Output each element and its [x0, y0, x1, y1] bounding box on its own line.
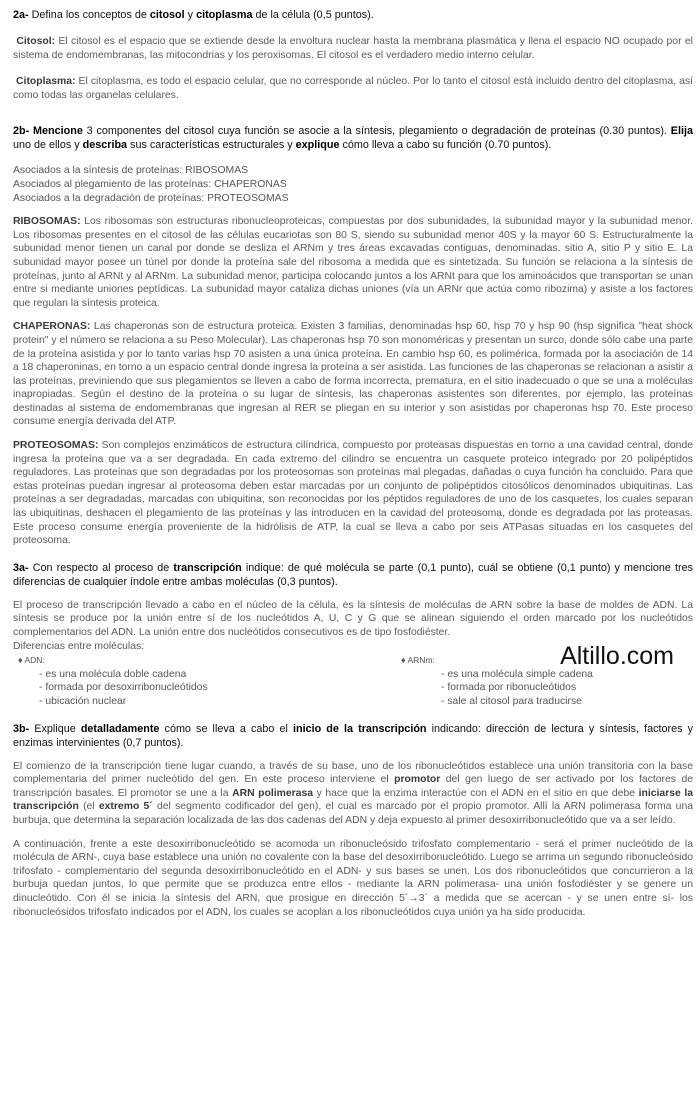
arn-column: ♦ ARNm: - es una molécula simple cadena - formada por ribonucleótidos - sale al citosol para traducirse: [396, 654, 693, 708]
adn-item: - es una molécula doble cadena: [39, 668, 187, 680]
arn-item: - sale al citosol para traducirse: [441, 695, 582, 707]
question-2a: 2a- Defina los conceptos de citosol y citoplasma de la célula (0,5 puntos).: [13, 9, 374, 21]
answer-ribosomas: RIBOSOMAS: Los ribosomas son estructuras ribonucleoproteicas, compuestas por dos subunidades, la subunidad mayor y la subunidad menor. Los ribosomas presentes en el citosol de las células eucariotas son 80 S, siendo su subunidad menor 40S y la mayor 60 S. Estructuralmente la subunidad menor tienen un canal por donde se desliza el ARNm y tres áreas excavadas contiguas, denominadas. sitio A, sitio P y sitio E. La subunidad mayor posee un túnel por donde la proteína sale del ribosoma a medida que es sintetizada. Su función se relaciona a la síntesis de proteínas, junto al ARNt y al ARNm. La subunidad menor, participa colocando juntos a los ARNt para que los aminoácidos que transportan se unan entre si mediante uniones peptídicas. La subunidad mayor cataliza dichas uniones (vía un ARNr que actúa como ribozima) y asiste a los factores que regulan la síntesis proteica.: [13, 216, 693, 309]
arn-item: - es una molécula simple cadena: [441, 668, 593, 680]
assoc-sintesis: Asociados a la síntesis de proteínas: RIBOSOMAS: [13, 165, 249, 177]
document-page: [13, 0, 693, 919]
diamond-bullet-icon: ♦: [401, 655, 406, 666]
altillo-watermark: Altillo.com: [560, 642, 674, 670]
answer-citosol: Citosol: El citosol es el espacio que se extiende desde la envoltura nuclear hasta la membrana plasmática y llena el espacio NO ocupado por el sistema de endomembranas, las mitocondrias y los peroxisomas. El citosol es el verdadero medio interno celular.: [13, 36, 693, 61]
answer-proteosomas: PROTEOSOMAS: Son complejos enzimáticos de estructura cilíndrica, compuesto por proteasas dispuestas en torno a una cavidad central, donde ingresa la proteína que va a ser degradada. En cada extremo del cilindro se encuentra un casquete proteico integrado por 20 polipéptidos reguladores. Las proteínas que son degradadas por los proteosomas son proteínas mal plegadas, dañadas o cuya función ha concluido. Para que estas proteínas puedan ingresar al proteosoma deben estar marcadas por un conjunto de polipéptidos citosólicos denominados ubiquitinas. Las proteínas a ser degradadas, marcadas con ubiquitina, son reconocidas por los péptidos reguladores de uno de los casquetes, los cuales separan las ubiquitinas, deshacen el plegamiento de las proteínas y las introducen en la cavidad del proteosoma, donde es degradada por las proteasas. Este proceso consume energía proveniente de la hidrólisis de ATP, la cual se lleva a cabo por seis ATPasas situadas en los casquetes del proteosoma.: [13, 440, 693, 547]
question-2b: 2b- Mencione 3 componentes del citosol cuya función se asocie a la síntesis, plegamiento o degradación de proteínas (0.30 puntos). Elija uno de ellos y describa sus características estructurales y explique cómo lleva a cabo su función (0.70 puntos).: [13, 125, 693, 152]
question-3b: 3b- Explique detalladamente cómo se lleva a cabo el inicio de la transcripción indicando: dirección de lectura y síntesis, factores y enzimas intervinientes (0,7 puntos).: [13, 722, 693, 749]
differences-title: Diferencias entre moléculas:: [13, 640, 145, 652]
answer-chaperonas: CHAPERONAS: Las chaperonas son de estructura proteica. Existen 3 familias, denominadas hsp 60, hsp 70 y hsp 90 (hsp significa "heat shock protein" y el número se relaciona a su Peso Molecular). Las chaperonas hsp 70 son monoméricas y presentan un surco, donde sólo cabe una parte de la proteína asistida y por lo tanto varias hsp 70 asisten a una única proteína. En cambio hsp 60, es polimérica, formada por la asociación de 14 a 18 chaperoninas, en torno a un espacio central donde ingresa la proteína a ser asistida. Las funciones de las chaperonas se relacionan a asistir a las proteínas, previniendo que sus plegamientos se lleven a cabo de forma incorrecta, prematura, en el sitio inadecuado o que se una a moléculas inapropiadas. Según el destino de la proteína o su lugar de síntesis, las chaperonas asistentes son diferentes, por ejemplo, las proteínas destinadas al sistema de endomembranas que ingresan al RER se pliegan en su interior y son asistidas por chaperonas hsp 70. Este proceso consume energía derivada del ATP.: [13, 321, 693, 428]
answer-citoplasma: Citoplasma: El citoplasma, es todo el espacio celular, que no corresponde al núcleo. Por lo tanto el citosol está incluido dentro del citoplasma, así como todas las organelas celulares.: [13, 76, 694, 101]
adn-item: - ubicación nuclear: [39, 695, 127, 707]
answer-3b-part2: A continuación, frente a este desoxirribonucleótido se acomoda un ribonucleósido trifosfato complementario - será el primer nucleótido de la molécula de ARN-, cuya base establece una unión no covalente con la base del desoxirribonucleótido. Luego se arrima un segundo ribonucleósido trifosfato - complementario del segunda desoxirribonucleótido en el ADN- y sus bases se unen. Los dos ribonucleótidos que concurrieron a la burbuja quedan juntos, lo que permite que se produzca entre ellos - mediante la ARN polimerasa- una unión fosfodiéster y se genere un dinucleótido. Con él se inicia la síntesis del ARN, que prosigue en dirección 5´→3´ a medida que se acercan - y se unen entre sí- los ribonucleósidos trifosfato indicados por el ADN, los cuales se acoplan a los ribonucleótidos cuya unión ya ha sido producida.: [13, 838, 693, 918]
adn-column: ♦ ADN: - es una molécula doble cadena - formada por desoxirribonucleótidos - ubicación nuclear: [13, 654, 396, 708]
diamond-bullet-icon: ♦: [18, 655, 23, 666]
assoc-plegamiento: Asociados al plegamiento de las proteínas: CHAPERONAS: [13, 178, 287, 190]
answer-3a: El proceso de transcripción llevado a cabo en el núcleo de la célula, es la síntesis de moléculas de ARN sobre la base de moldes de ADN. La síntesis se produce por la unión entre sí de los nucleótidos A, U, C y G que se alinean siguiendo el orden marcado por los nucleótidos complementarios del ADN. La unión entre dos nucleótidos consecutivos es de tipo fosfodiéster.: [13, 599, 693, 638]
assoc-degradacion: Asociados a la degradación de proteínas: PROTEOSOMAS: [13, 192, 289, 204]
arn-item: - formada por ribonucleótidos: [441, 682, 577, 694]
adn-item: - formada por desoxirribonucleótidos: [39, 682, 208, 694]
answer-3b-part1: El comienzo de la transcripción tiene lugar cuando, a través de su base, uno de los ribonucleótidos establece una unión transitoria con la base complementaria del primer nucleótido del gen. En este proceso interviene el promotor del gen luego de ser activado por los factores de transcripción basales. El promotor se une a la ARN polimerasa y hace que la enzima interactúe con el ADN en el sitio en que debe iniciarse la transcripción (el extremo 5´ del segmento codificador del gen), el cual es marcado por el propio promotor. Allí la ARN polimerasa forma una burbuja, que determina la separación localizada de las dos cadenas del ADN y deja expuesto al primer desoxirribonucleótido que va a ser leído.: [13, 760, 693, 826]
question-3a: 3a- Con respecto al proceso de transcripción indique: de qué molécula se parte (0,1 punto), cuál se obtiene (0,1 punto) y mencione tres diferencias de cualquier índole entre ambas moléculas (0,3 puntos).: [13, 561, 693, 588]
associations-list: [13, 164, 693, 205]
